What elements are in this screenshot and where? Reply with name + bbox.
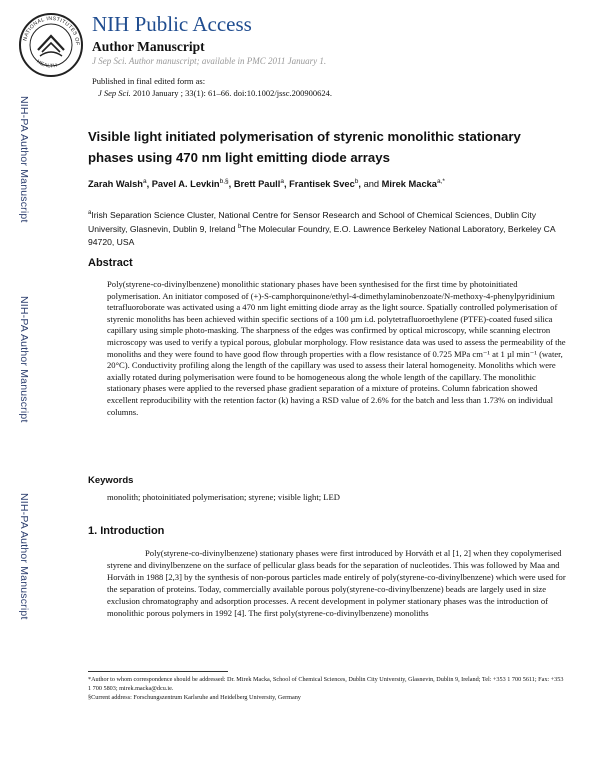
footnotes (88, 676, 568, 702)
introduction-text: Poly(styrene-co-divinylbenzene) stationary phases were first introduced by Horváth et al [1, 2] when they copolymerised styrene and divinylbenzene on the surface of pellicular glass beads for the separation of nucleotides. This was followed by Maa and Horváth in 1988 [2,3] by the synthesis of non-porous particles made entirely of poly(styrene-co-divinylbenzene) which were used for the separation of proteins. Today, commercially available porous poly(styrene-co-divinylbenzene) beads are largely used in size exclusion chromatography and adsorption processes. A recent development in polymer stationary phases was the introduction of monolithic porous polymers in 1992 [4]. The first poly(styrene-co-divinylbenzene) monoliths (107, 548, 566, 618)
author-affil-mark: b (354, 178, 359, 185)
author-affil-mark: a (280, 178, 284, 185)
author-name: Mirek Macka (381, 179, 437, 190)
author-affil-mark: a,* (436, 178, 445, 185)
journal-short: J Sep Sci. (92, 56, 127, 66)
introduction-heading: 1. Introduction (88, 525, 165, 537)
nih-logo (18, 12, 84, 78)
keywords-heading: Keywords (88, 475, 134, 486)
article-title: Visible light initiated polymerisation of styrenic monolithic stationary phases using 470 nm light emitting diode arrays (88, 129, 521, 165)
author-manuscript-label: Author Manuscript (92, 39, 205, 54)
author-affil-mark: a (142, 178, 147, 185)
affiliation-b: The Molecular Foundry, E.O. Lawrence Berkeley National Laboratory, Berkeley CA 94720, USA (88, 224, 556, 247)
author-list: Zarah Walsh$^a$, Pavel A. Levkin$^{b,\S}$, Brett Paull$^a$, Frantisek Svec$^b$, and Mirek Macka$^{a,*}$ (88, 178, 445, 190)
footnote-corresponding: *Author to whom correspondence should be addressed: Dr. Mirek Macka, School of Chemical Sciences, Dublin City University, Glasnevin, Dublin 9, Ireland; Tel: +353 1 700 5611; Fax: +353 1 700 5803; mirek.macka@dcu.ie. (88, 676, 564, 692)
side-label-top: NIH-PA Author Manuscript (18, 96, 30, 223)
nih-public-access-title: NIH Public Access (92, 12, 252, 36)
side-label-middle: NIH-PA Author Manuscript (18, 296, 30, 423)
author-name: Brett Paull (233, 179, 281, 190)
svg-text:NATIONAL INSTITUTES OF: NATIONAL INSTITUTES OF (22, 15, 81, 46)
availability-text: Author manuscript; available in PMC 2011 January 1. (126, 56, 327, 66)
citation-details: 2010 January ; 33(1): 61–66. doi:10.1002/jssc.200900624. (130, 88, 332, 98)
published-label: Published in final edited form as: (92, 76, 206, 86)
author-affil-mark: b,§ (219, 178, 229, 185)
author-and: and (363, 179, 380, 190)
author-name: Pavel A. Levkin (151, 179, 220, 190)
affil-mark-b: b (237, 224, 242, 231)
affiliation-a: Irish Separation Science Cluster, National Centre for Sensor Research and School of Chemical Sciences, Dublin City University, Glasnevin, Dublin 9, Ireland (88, 209, 537, 235)
svg-text:HEALTH: HEALTH (35, 58, 59, 70)
footnote-current-address: §Current address: Forschungszentrum Karlsruhe and Heidelberg University, Germany (88, 693, 301, 701)
citation (98, 88, 332, 98)
keywords-list: monolith; photoinitiated polymerisation; styrene; visible light; LED (107, 492, 340, 502)
abstract-heading: Abstract (88, 257, 133, 269)
affil-mark-a: a (88, 210, 92, 216)
footnote-divider (88, 671, 228, 672)
citation-journal: J Sep Sci. (98, 88, 131, 98)
side-label-bottom: NIH-PA Author Manuscript (18, 493, 30, 620)
abstract-text: Poly(styrene-co-divinylbenzene) monolithic stationary phases have been synthesised for the first time by photoinitiated polymerisation. An initiator composed of (+)-S-camphorquinone/ethyl-4-dimethylaminobenzoate/N-methoxy-4-phenylpyridinium tetrafluoroborate was activated using a 470 nm light emitting diode array as the light source. Spatially controlled polymerisation of styrenic monoliths has been achieved within specific sections of a 100 µm i.d. polytetrafluoroethylene (PTFE)-coated fused silica capillary using simple photo-masking. The sharpness of the edges was confirmed by optical microscopy, while scanning electron microscopy was used to verify a typical porous, globular morphology. Flow resistance data was used to assess the permeability of the monoliths and they were found to have good flow through properties with a flow resistance of 0.725 MPa cm⁻¹ at 1 µl min⁻¹ (water, 20°C). Conductivity profiling along the length of the capillary was used to assess their lateral homogeneity. Monoliths which were axially rotated during polymerisation were found to be homogeneous along the whole length of the capillary. The monolithic stationary phases were applied to the reversed phase gradient separation of a mixture of proteins. Column fabrication showed excellent reproducibility with the retention factor (k) having a RSD value of 2.6% for the batch and less than 1.73% on individual columns. (107, 279, 566, 417)
affiliations (88, 207, 570, 248)
author-name: Frantisek Svec (289, 179, 355, 190)
abstract-body (107, 279, 567, 418)
nih-seal-icon (18, 12, 84, 78)
author-name: Zarah Walsh (88, 179, 143, 190)
availability-line (92, 56, 326, 66)
